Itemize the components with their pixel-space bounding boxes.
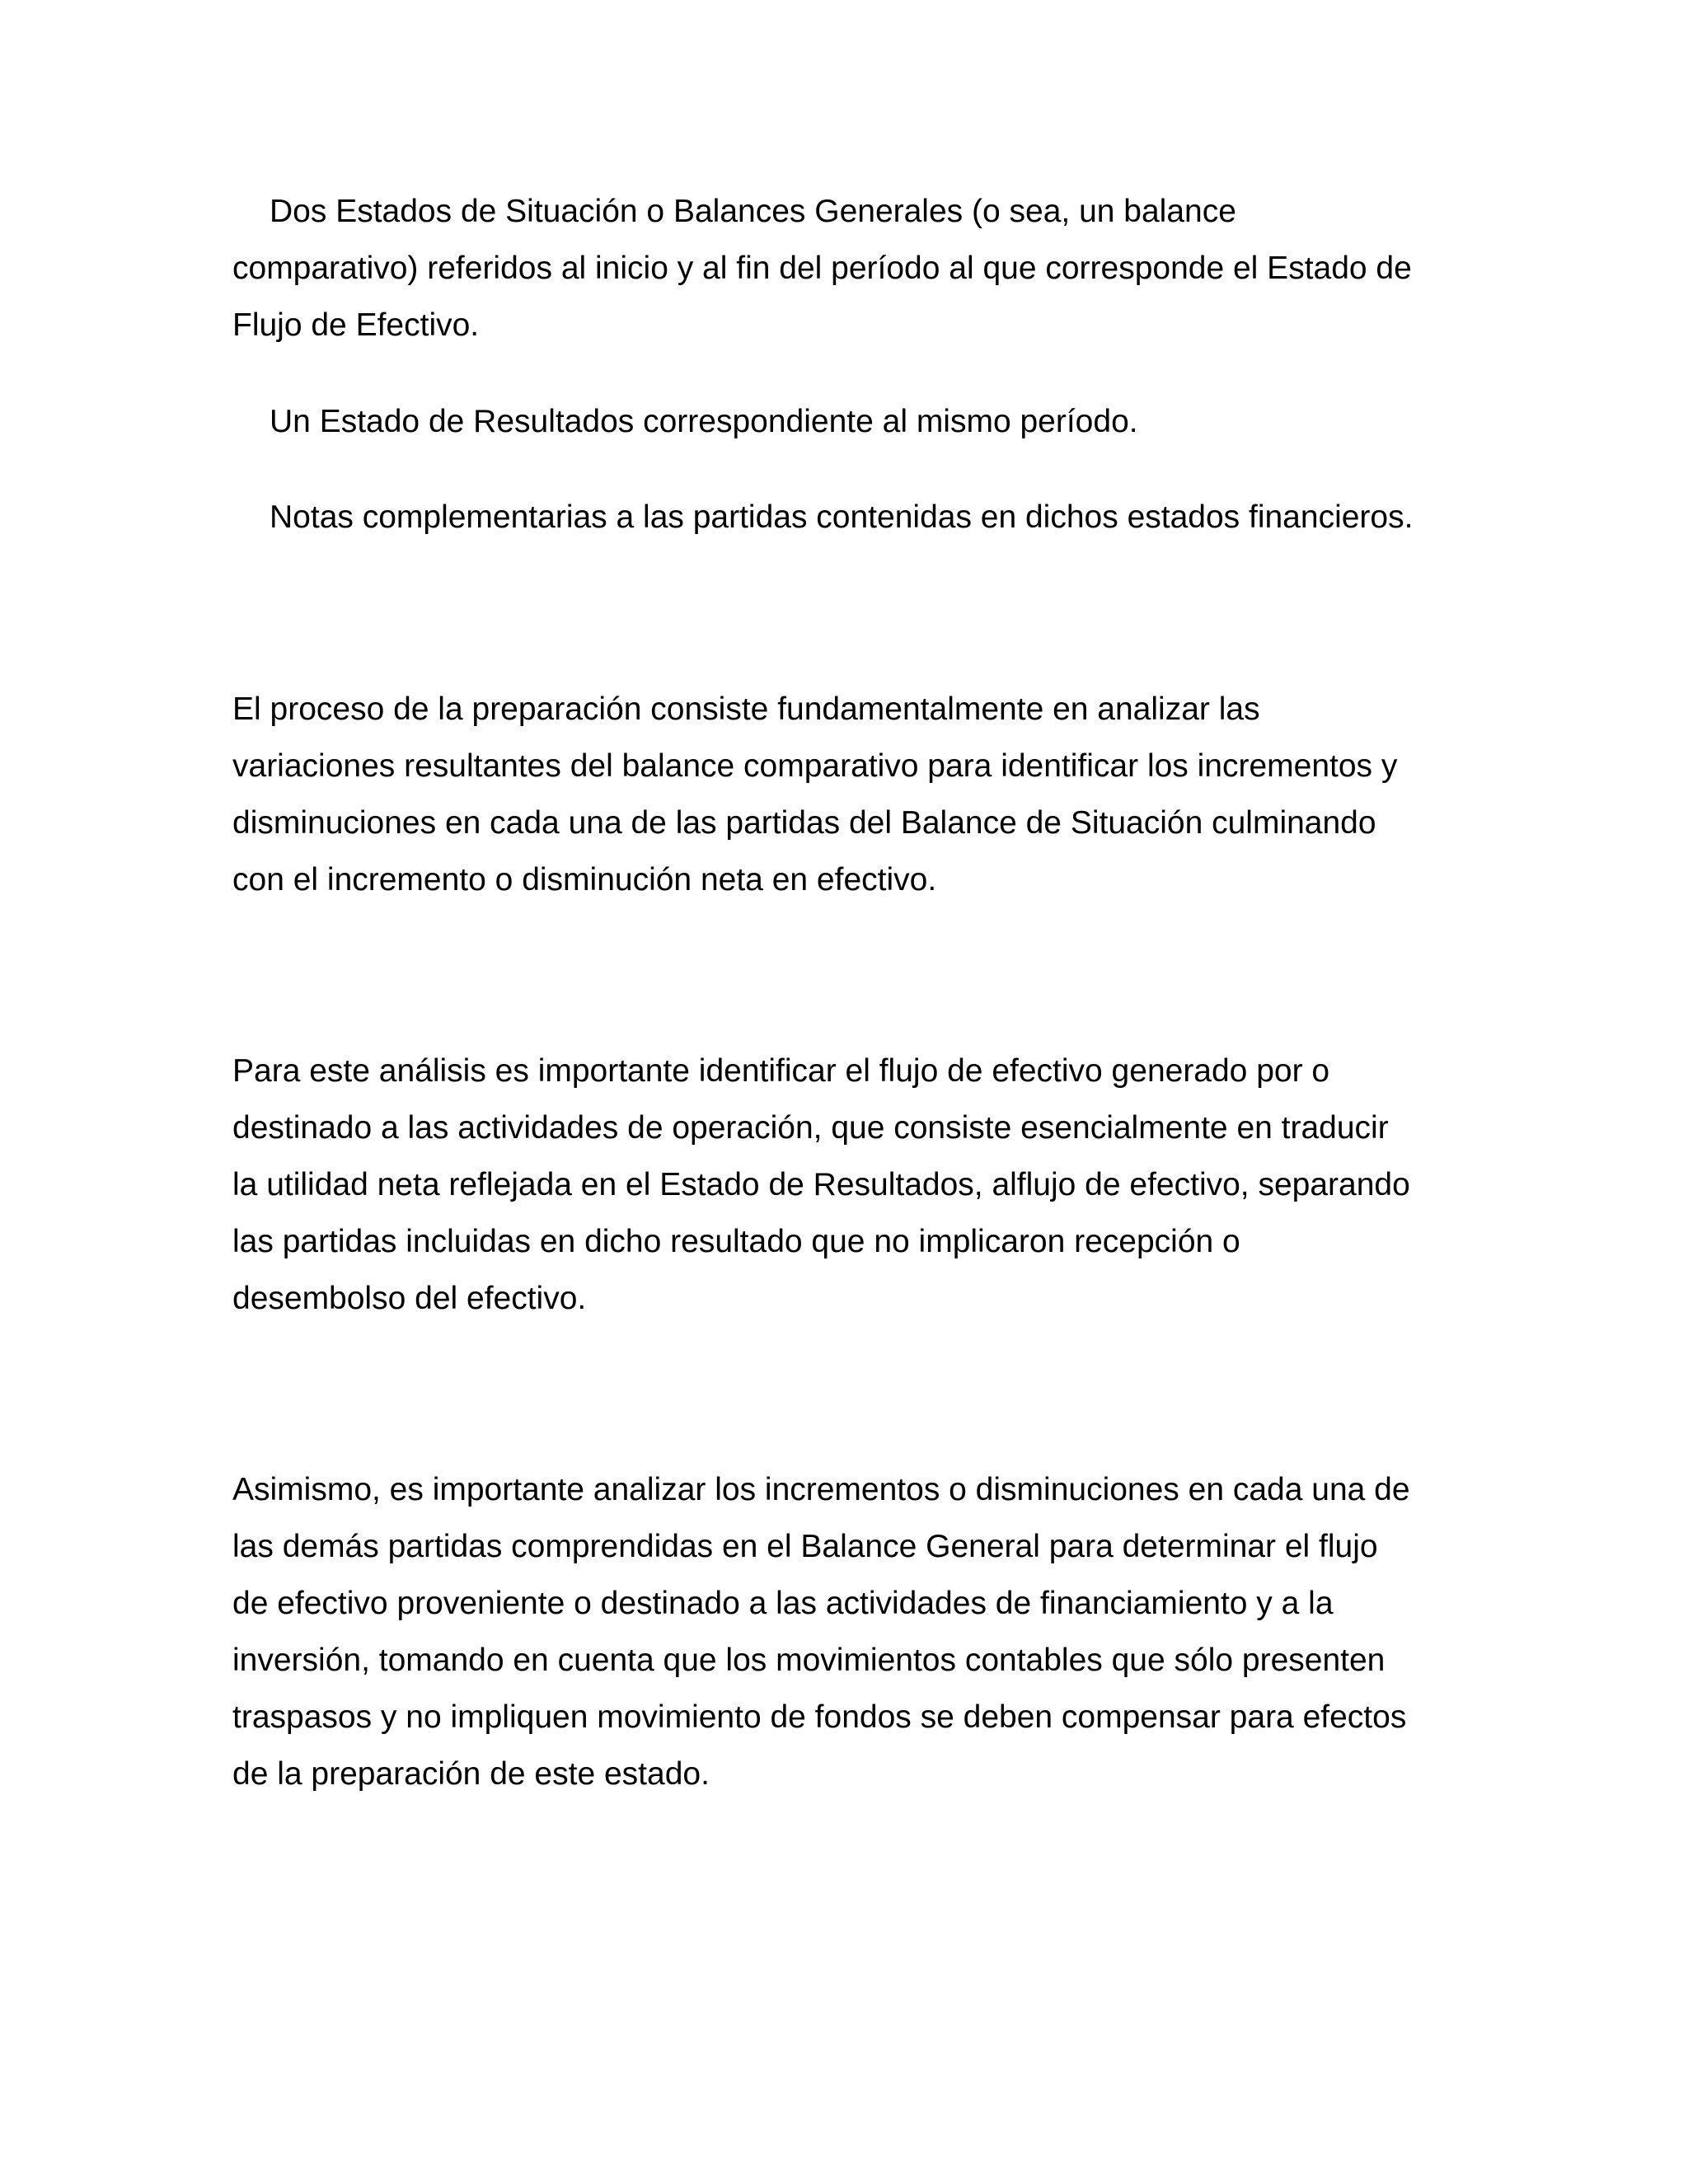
- text-line: Para este análisis es importante identificar el flujo de efectivo generado por o: [232, 1053, 1330, 1089]
- text-line: Un Estado de Resultados correspondiente al mismo período.: [270, 404, 1138, 439]
- text-line: comparativo) referidos al inicio y al fin del período al que corresponde el Estado de: [232, 251, 1412, 286]
- text-line: de efectivo proveniente o destinado a las actividades de financiamiento y a la: [232, 1586, 1334, 1621]
- text-line: desembolso del efectivo.: [232, 1281, 587, 1316]
- text-line: Dos Estados de Situación o Balances Generales (o sea, un balance: [270, 194, 1236, 229]
- text-line: El proceso de la preparación consiste fundamentalmente en analizar las: [232, 691, 1260, 727]
- text-line: de la preparación de este estado.: [232, 1756, 710, 1792]
- text-line: Flujo de Efectivo.: [232, 307, 480, 343]
- text-line: variaciones resultantes del balance comparativo para identificar los incrementos y: [232, 748, 1398, 784]
- text-line: destinado a las actividades de operación, que consiste esencialmente en traducir: [232, 1110, 1389, 1146]
- text-line: las partidas incluidas en dicho resultado que no implicaron recepción o: [232, 1224, 1240, 1259]
- text-line: con el incremento o disminución neta en efectivo.: [232, 862, 937, 898]
- text-line: la utilidad neta reflejada en el Estado de Resultados, alflujo de efectivo, separando: [232, 1167, 1410, 1202]
- text-line: disminuciones en cada una de las partidas del Balance de Situación culminando: [232, 805, 1376, 841]
- text-line: las demás partidas comprendidas en el Balance General para determinar el flujo: [232, 1529, 1378, 1564]
- text-line: Notas complementarias a las partidas contenidas en dichos estados financieros.: [270, 499, 1414, 535]
- text-line: inversión, tomando en cuenta que los movimientos contables que sólo presenten: [232, 1643, 1386, 1678]
- text-line: traspasos y no impliquen movimiento de fondos se deben compensar para efectos: [232, 1699, 1407, 1735]
- text-line: Asimismo, es importante analizar los incrementos o disminuciones en cada una de: [232, 1472, 1410, 1507]
